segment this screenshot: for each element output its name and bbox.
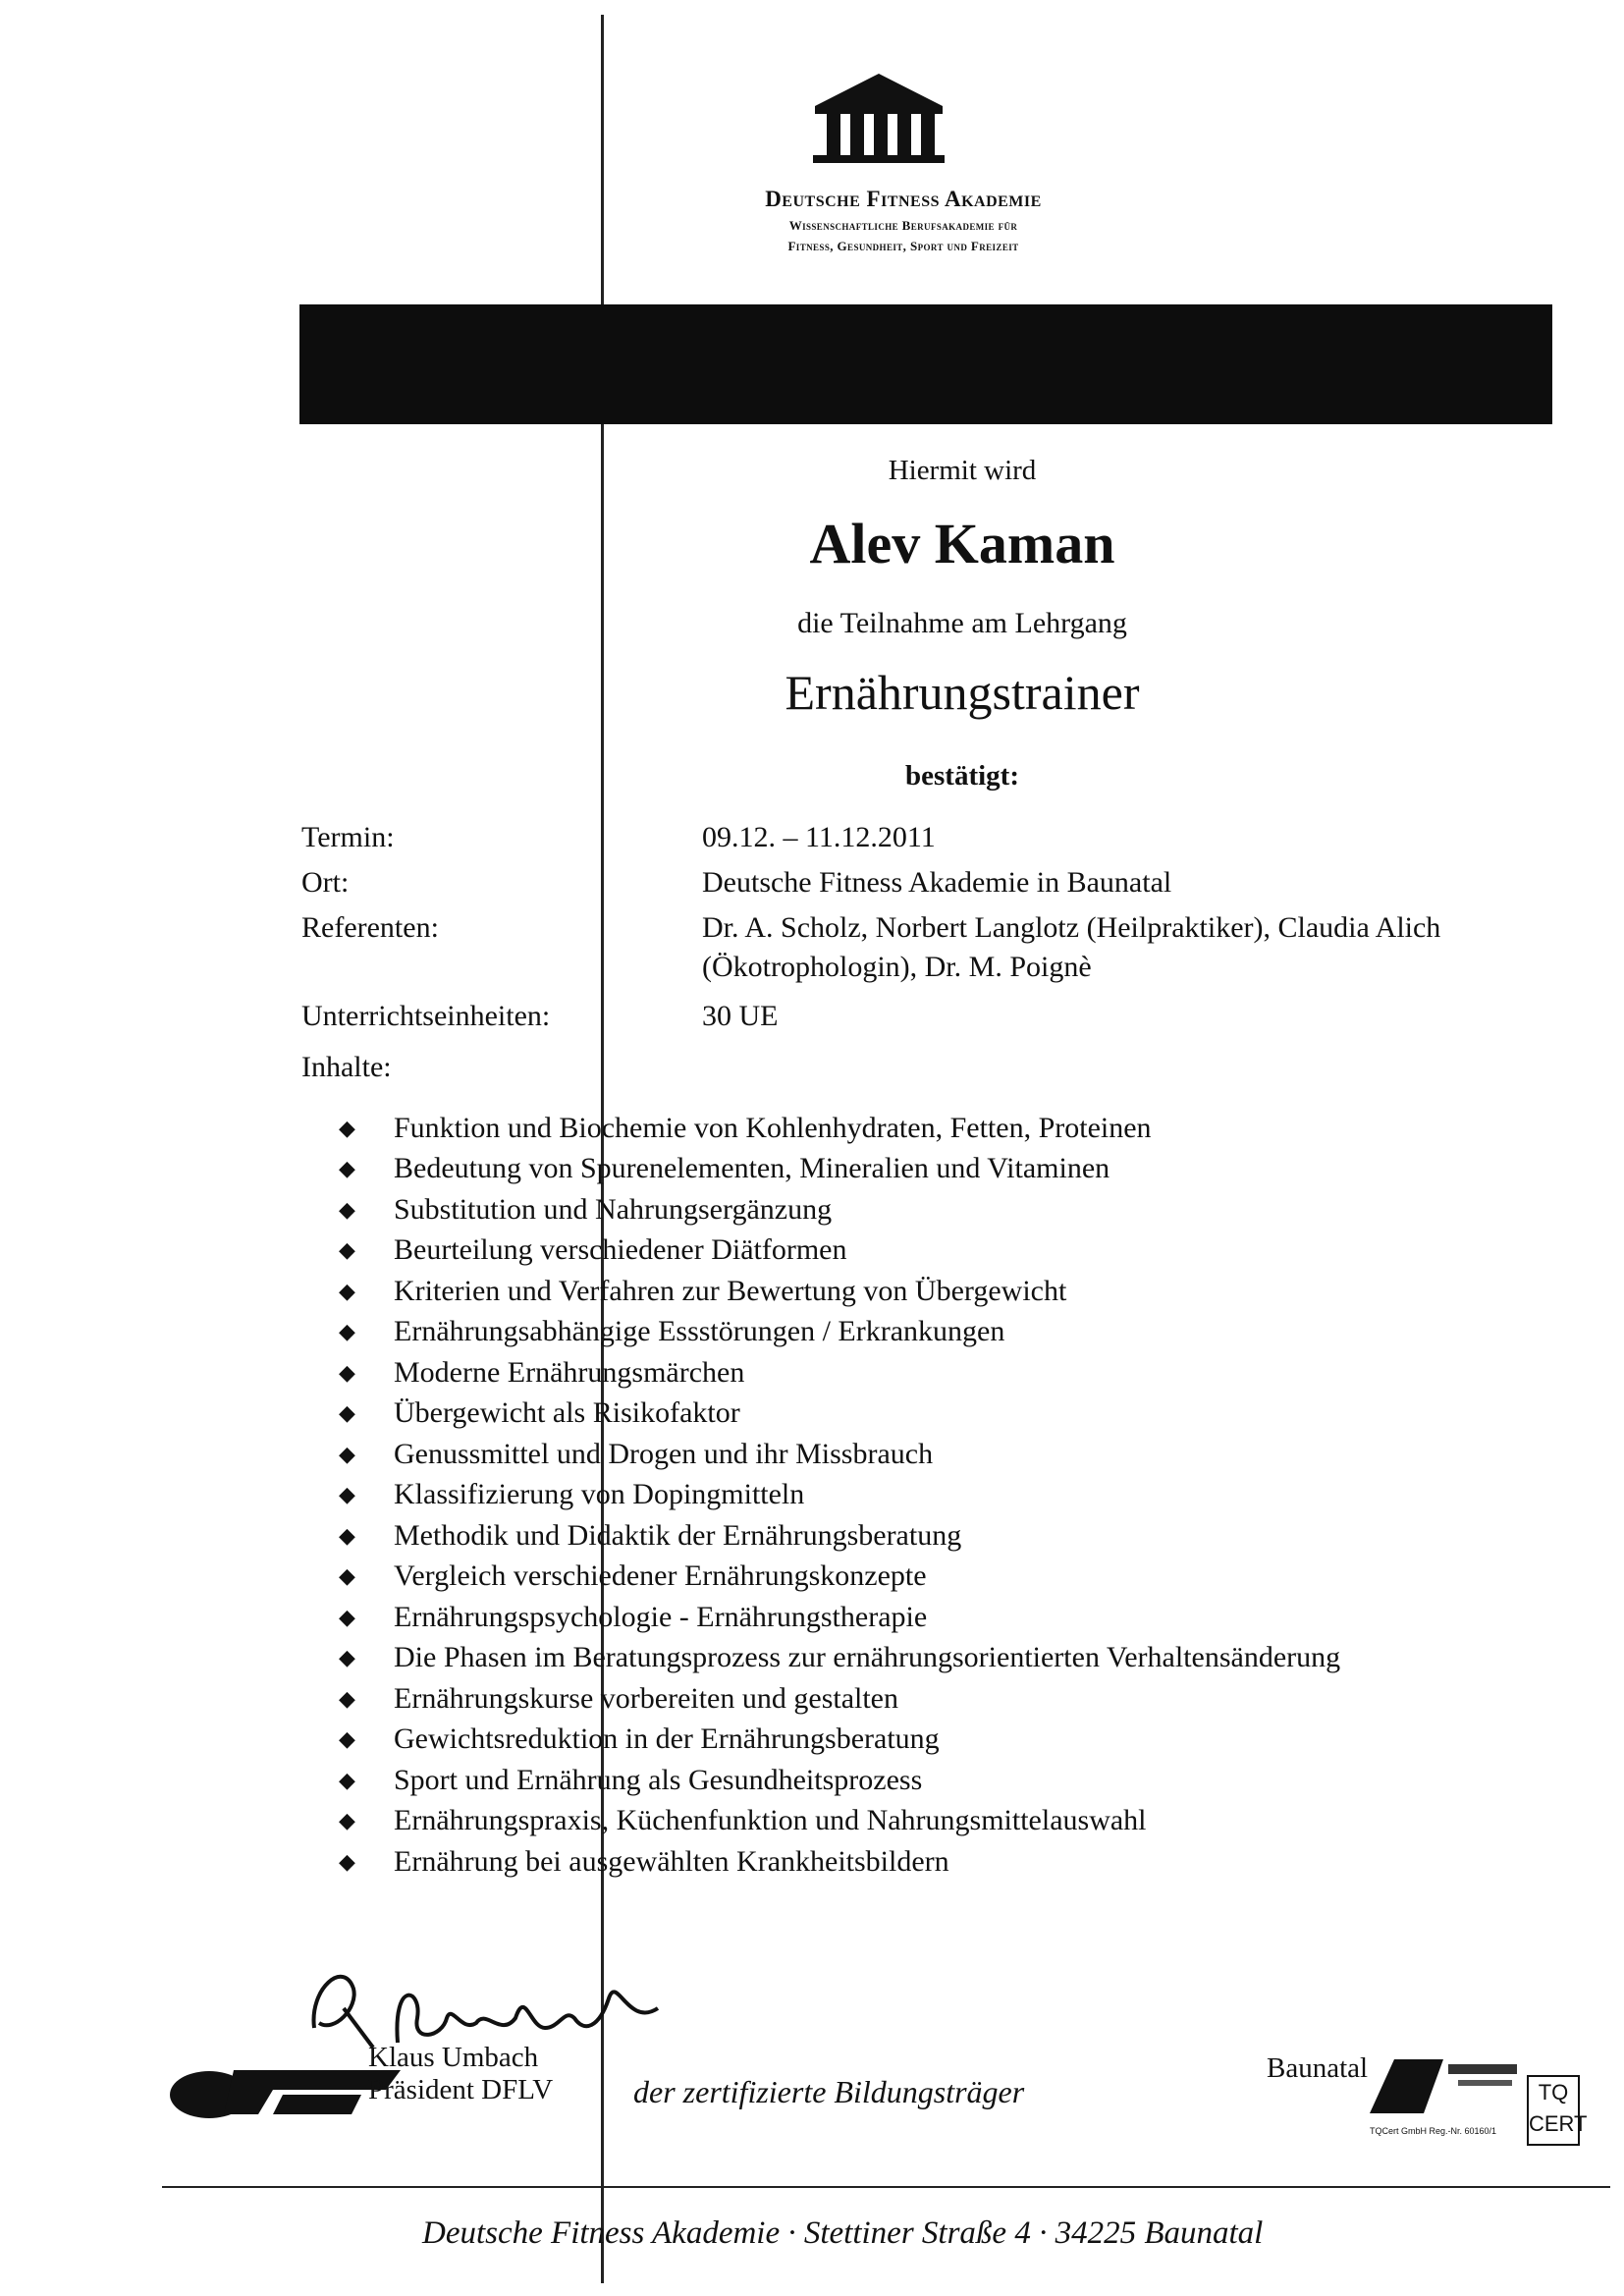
organization-subtitle-1: Wissenschaftliche Berufsakademie für — [788, 218, 1018, 233]
content-item-text: Kriterien und Verfahren zur Bewertung von Übergewicht — [394, 1274, 1067, 1307]
diamond-bullet-icon: ◆ — [339, 1196, 355, 1222]
content-item-text: Substitution und Nahrungsergänzung — [394, 1192, 833, 1226]
content-item — [339, 1394, 1340, 1435]
signer-role: Präsident DFLV — [368, 2074, 554, 2105]
confirmed-text: bestätigt: — [905, 760, 1019, 792]
referenten-line-2: (Ökotrophologin), Dr. M. Poignè — [702, 951, 1092, 983]
content-item — [339, 1678, 1340, 1720]
contents-list — [339, 1108, 1340, 1883]
content-item — [339, 1760, 1340, 1801]
content-item-text: Ernährung bei ausgewählten Krankheitsbildern — [394, 1844, 949, 1878]
diamond-bullet-icon: ◆ — [339, 1115, 355, 1140]
footer-address: Deutsche Fitness Akademie · Stettiner Straße 4 · 34225 Baunatal — [422, 2215, 1264, 2251]
ue-value: 30 UE — [702, 1000, 779, 1032]
intro-text: Hiermit wird — [888, 455, 1037, 486]
content-item — [339, 1557, 1340, 1598]
diamond-bullet-icon: ◆ — [339, 1441, 355, 1466]
diamond-bullet-icon: ◆ — [339, 1359, 355, 1385]
dflv-logo-icon — [165, 2060, 401, 2121]
content-item-text: Funktion und Biochemie von Kohlenhydraten, Fetten, Proteinen — [394, 1111, 1152, 1144]
organization-name: Deutsche Fitness Akademie — [765, 187, 1042, 211]
content-item-text: Ernährungskurse vorbereiten und gestalten — [394, 1681, 898, 1715]
footer-divider — [162, 2186, 1610, 2188]
content-item — [339, 1720, 1340, 1761]
diamond-bullet-icon: ◆ — [339, 1808, 355, 1833]
content-item-text: Ernährungspraxis, Küchenfunktion und Nahrungsmittelauswahl — [394, 1804, 1147, 1837]
termin-label: Termin: — [301, 821, 395, 853]
referenten-line-1: Dr. A. Scholz, Norbert Langlotz (Heilpraktiker), Claudia Alich — [702, 911, 1441, 944]
content-item-text: Bedeutung von Spurenelementen, Mineralien und Vitaminen — [394, 1152, 1110, 1185]
diamond-bullet-icon: ◆ — [339, 1278, 355, 1303]
content-item-text: Vergleich verschiedener Ernährungskonzepte — [394, 1559, 927, 1593]
content-item — [339, 1108, 1340, 1149]
participation-text: die Teilnahme am Lehrgang — [797, 607, 1127, 639]
participant-name: Alev Kaman — [809, 512, 1115, 575]
content-item — [339, 1801, 1340, 1842]
diamond-bullet-icon: ◆ — [339, 1522, 355, 1548]
content-item — [339, 1312, 1340, 1353]
content-item-text: Ernährungspsychologie - Ernährungstherapie — [394, 1600, 928, 1633]
content-item-text: Ernährungsabhängige Essstörungen / Erkrankungen — [394, 1315, 1005, 1348]
diamond-bullet-icon: ◆ — [339, 1685, 355, 1711]
diamond-bullet-icon: ◆ — [339, 1319, 355, 1344]
date-stamp — [1365, 2045, 1532, 2121]
content-item-text: Moderne Ernährungsmärchen — [394, 1355, 745, 1389]
content-item-text: Übergewicht als Risikofaktor — [394, 1396, 740, 1430]
content-item — [339, 1352, 1340, 1394]
ort-label: Ort: — [301, 866, 350, 899]
content-item-text: Gewichtsreduktion in der Ernährungsberatung — [394, 1722, 940, 1756]
content-item-text: Methodik und Didaktik der Ernährungsberatung — [394, 1518, 962, 1552]
redaction-bar — [299, 304, 1552, 424]
content-item — [339, 1515, 1340, 1557]
ort-value: Deutsche Fitness Akademie in Baunatal — [702, 866, 1172, 899]
diamond-bullet-icon: ◆ — [339, 1563, 355, 1589]
diamond-bullet-icon: ◆ — [339, 1156, 355, 1181]
diamond-bullet-icon: ◆ — [339, 1482, 355, 1507]
content-item — [339, 1638, 1340, 1679]
diamond-bullet-icon: ◆ — [339, 1645, 355, 1670]
termin-value: 09.12. – 11.12.2011 — [702, 821, 936, 853]
course-title: Ernährungstrainer — [785, 665, 1140, 720]
referenten-label: Referenten: — [301, 911, 439, 944]
content-item — [339, 1841, 1340, 1883]
tq-cert-subtext: TQCert GmbH Reg.-Nr. 60160/1 — [1370, 2126, 1497, 2136]
content-item-text: Die Phasen im Beratungsprozess zur ernährungsorientierten Verhaltensänderung — [394, 1641, 1341, 1674]
content-item-text: Genussmittel und Drogen und ihr Missbrauch — [394, 1437, 934, 1470]
ue-label: Unterrichtseinheiten: — [301, 1000, 551, 1032]
content-item — [339, 1434, 1340, 1475]
academy-columns-icon — [805, 69, 952, 167]
diamond-bullet-icon: ◆ — [339, 1726, 355, 1752]
diamond-bullet-icon: ◆ — [339, 1604, 355, 1629]
organization-subtitle-2: Fitness, Gesundheit, Sport und Freizeit — [787, 239, 1019, 253]
certified-provider-text: der zertifizierte Bildungsträger — [633, 2074, 1025, 2109]
diamond-bullet-icon: ◆ — [339, 1400, 355, 1426]
content-item — [339, 1230, 1340, 1272]
content-item-text: Klassifizierung von Dopingmitteln — [394, 1478, 805, 1511]
signer-name: Klaus Umbach — [368, 2042, 539, 2073]
content-item-text: Sport und Ernährung als Gesundheitsprozess — [394, 1763, 923, 1796]
content-item-text: Beurteilung verschiedener Diätformen — [394, 1233, 847, 1267]
diamond-bullet-icon: ◆ — [339, 1848, 355, 1874]
tq-cert-logo: TQ CERT — [1527, 2075, 1580, 2146]
content-item — [339, 1475, 1340, 1516]
content-item — [339, 1271, 1340, 1312]
diamond-bullet-icon: ◆ — [339, 1767, 355, 1792]
content-item — [339, 1189, 1340, 1230]
content-item — [339, 1149, 1340, 1190]
place-text: Baunatal — [1267, 2052, 1369, 2084]
diamond-bullet-icon: ◆ — [339, 1237, 355, 1263]
content-item — [339, 1597, 1340, 1638]
inhalte-label: Inhalte: — [301, 1051, 392, 1083]
